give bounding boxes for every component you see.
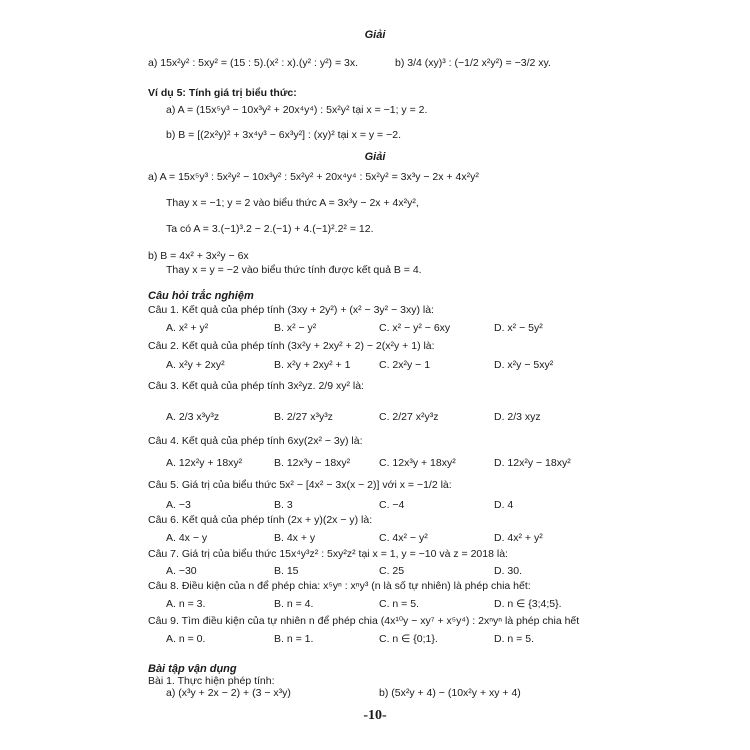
question-3-option-b: B. 2/27 x³y³z: [274, 411, 333, 423]
question-5-option-c: C. −4: [379, 499, 405, 511]
question-7-option-b: B. 15: [274, 565, 299, 577]
exercise-1-title: Bài 1. Thực hiện phép tính:: [148, 675, 275, 687]
question-2-option-c: C. 2x²y − 1: [379, 359, 431, 371]
question-6-option-d: D. 4x² + y²: [494, 532, 543, 544]
question-7-option-a: A. −30: [166, 565, 197, 577]
question-9: Câu 9. Tìm điều kiện của tự nhiên n để phép chia (4x¹⁰y − xy⁷ + x⁵y⁴) : 2xⁿyⁿ là phép chia hết: [148, 615, 580, 627]
page-number: -10-: [363, 708, 387, 723]
question-6: Câu 6. Kết quả của phép tính (2x + y)(2x − y) là:: [148, 514, 373, 526]
question-8-option-b: B. n = 4.: [274, 598, 314, 610]
question-8-option-d: D. n ∈ {3;4;5}.: [494, 598, 562, 610]
question-1-option-b: B. x² − y²: [274, 322, 317, 334]
exercise-1-part-a: a) (x³y + 2x − 2) + (3 − x³y): [166, 687, 291, 699]
example4-part-b: b) 3/4 (xy)³ : (−1/2 x²y²) = −3/2 xy.: [395, 57, 551, 69]
question-4-option-a: A. 12x²y + 18xy²: [166, 457, 243, 469]
question-1-option-d: D. x² − 5y²: [494, 322, 543, 334]
exercise-1-part-b: b) (5x²y + 4) − (10x²y + xy + 4): [379, 687, 521, 699]
question-9-option-a: A. n = 0.: [166, 633, 206, 645]
question-3-option-d: D. 2/3 xyz: [494, 411, 541, 423]
question-9-option-d: D. n = 5.: [494, 633, 534, 645]
solution5-a-line2: Thay x = −1; y = 2 vào biểu thức A = 3x³y − 2x + 4x²y²,: [166, 197, 419, 209]
question-2-option-a: A. x²y + 2xy²: [166, 359, 225, 371]
question-6-option-c: C. 4x² − y²: [379, 532, 428, 544]
question-9-option-c: C. n ∈ {0;1}.: [379, 633, 438, 645]
solution5-b-line2: Thay x = y = −2 vào biểu thức tính được kết quả B = 4.: [166, 264, 422, 276]
question-6-option-a: A. 4x − y: [166, 532, 208, 544]
question-8-option-c: C. n = 5.: [379, 598, 419, 610]
question-8: Câu 8. Điều kiện của n để phép chia: x⁵yⁿ : xⁿy³ (n là số tự nhiên) là phép chia hết:: [148, 580, 531, 592]
question-5-option-d: D. 4: [494, 499, 514, 511]
question-3-option-c: C. 2/27 x²y³z: [379, 411, 439, 423]
solution5-b-line1: b) B = 4x² + 3x²y − 6x: [148, 250, 249, 262]
quiz-heading: Câu hỏi trắc nghiệm: [148, 290, 254, 302]
question-2-option-d: D. x²y − 5xy²: [494, 359, 554, 371]
question-1-option-c: C. x² − y² − 6xy: [379, 322, 451, 334]
question-5-option-b: B. 3: [274, 499, 293, 511]
question-7-option-c: C. 25: [379, 565, 405, 577]
question-1: Câu 1. Kết quả của phép tính (3xy + 2y²) + (x² − 3y² − 3xy) là:: [148, 304, 434, 316]
solution5-a-line1: a) A = 15x⁵y³ : 5x²y² − 10x³y² : 5x²y² + 20x⁴y⁴ : 5x²y² = 3x³y − 2x + 4x²y²: [148, 171, 479, 183]
question-5-option-a: A. −3: [166, 499, 191, 511]
example4-part-a: a) 15x²y² : 5xy² = (15 : 5).(x² : x).(y² : y²) = 3x.: [148, 57, 359, 69]
question-4-option-d: D. 12x²y − 18xy²: [494, 457, 571, 469]
example5-part-a: a) A = (15x⁵y³ − 10x³y² + 20x⁴y⁴) : 5x²y² tại x = −1; y = 2.: [166, 104, 428, 116]
example5-part-b: b) B = [(2x²y)² + 3x⁴y³ − 6x³y²] : (xy)² tại x = y = −2.: [166, 129, 401, 141]
question-7-option-d: D. 30.: [494, 565, 523, 577]
solution-heading: Giải: [364, 29, 386, 41]
question-7: Câu 7. Giá trị của biểu thức 15x⁴y³z² : 5xy²z² tại x = 1, y = −10 và z = 2018 là:: [148, 548, 508, 560]
question-1-option-a: A. x² + y²: [166, 322, 209, 334]
question-5: Câu 5. Giá trị của biểu thức 5x² − [4x² − 3x(x − 2)] với x = −1/2 là:: [148, 479, 452, 491]
solution5-a-line3: Ta có A = 3.(−1)³.2 − 2.(−1) + 4.(−1)².2² = 12.: [166, 223, 374, 235]
practice-heading: Bài tập vận dụng: [148, 663, 237, 675]
question-2-option-b: B. x²y + 2xy² + 1: [274, 359, 351, 371]
solution-heading: Giải: [364, 151, 386, 163]
question-3-option-a: A. 2/3 x³y³z: [166, 411, 220, 423]
question-6-option-b: B. 4x + y: [274, 532, 316, 544]
question-8-option-a: A. n = 3.: [166, 598, 206, 610]
question-3: Câu 3. Kết quả của phép tính 3x²yz. 2/9 xy² là:: [148, 380, 364, 392]
question-4-option-b: B. 12x³y − 18xy²: [274, 457, 351, 469]
question-9-option-b: B. n = 1.: [274, 633, 314, 645]
example5-title: Ví dụ 5: Tính giá trị biểu thức:: [148, 87, 297, 99]
question-4-option-c: C. 12x³y + 18xy²: [379, 457, 456, 469]
question-2: Câu 2. Kết quả của phép tính (3x²y + 2xy² + 2) − 2(x²y + 1) là:: [148, 340, 435, 352]
question-4: Câu 4. Kết quả của phép tính 6xy(2x² − 3y) là:: [148, 435, 363, 447]
